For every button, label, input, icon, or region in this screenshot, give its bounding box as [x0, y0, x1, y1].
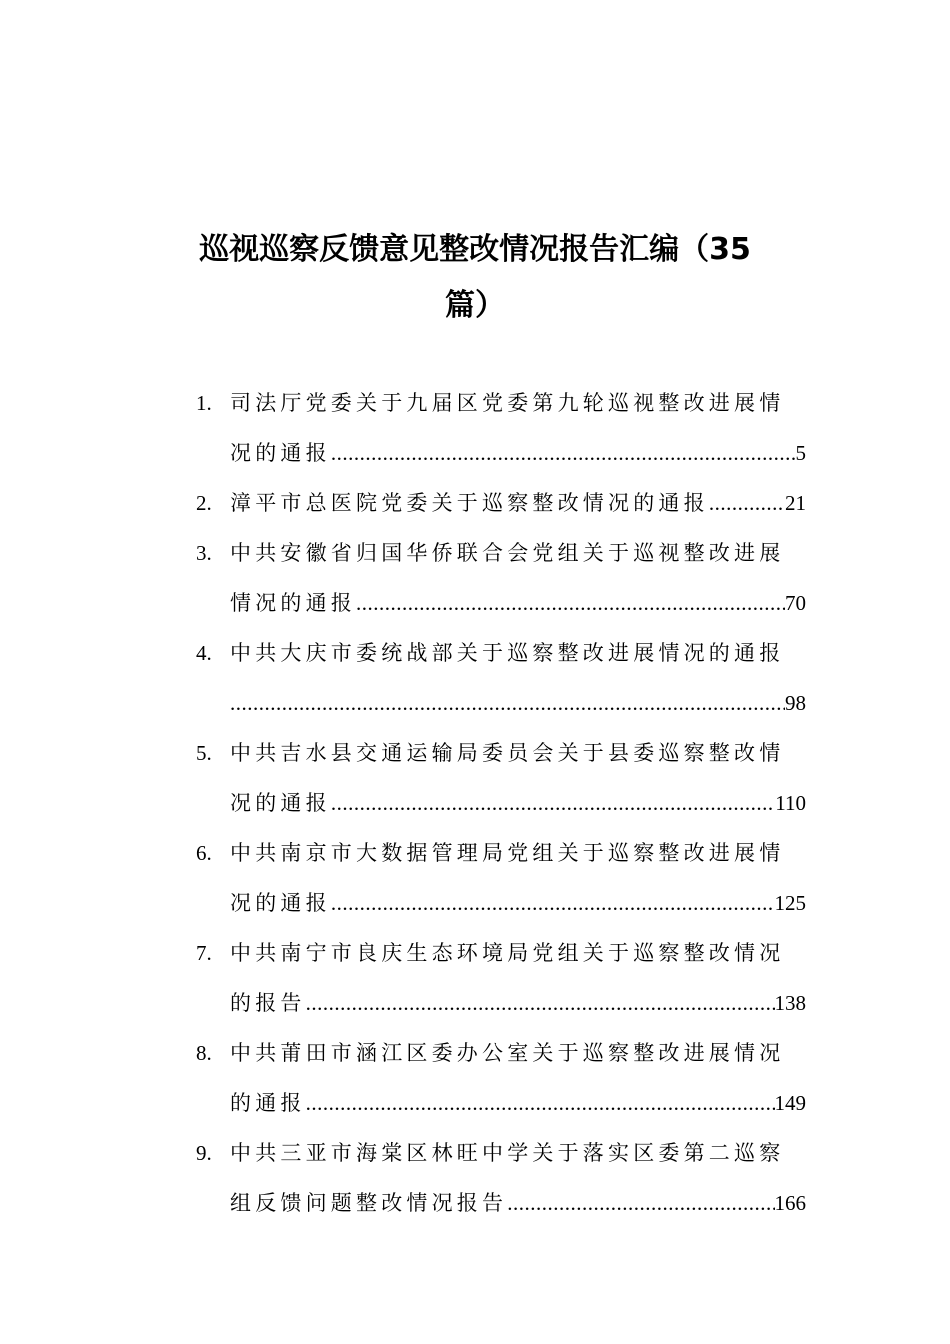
toc-page-number: 149 [774, 1091, 806, 1115]
toc-entry[interactable] [190, 1128, 806, 1228]
toc-entry-title-continuation: 情况的通报 [230, 591, 356, 615]
toc-entry[interactable] [190, 928, 806, 1028]
document-title-line-1: 巡视巡察反馈意见整改情况报告汇编（35 [199, 232, 751, 267]
toc-dot-leader [507, 1178, 774, 1228]
toc-entry-title: 中共南宁市良庆生态环境局党组关于巡察整改情况 [230, 941, 785, 965]
toc-page-number: 138 [774, 991, 806, 1015]
toc-entry-title: 中共大庆市委统战部关于巡察整改进展情况的通报 [230, 641, 785, 665]
toc-entry-title-continuation: 况的通报 [230, 891, 331, 915]
toc-entry-title: 司法厅党委关于九届区党委第九轮巡视整改进展情 [230, 391, 785, 415]
toc-page-number: 5 [795, 441, 806, 465]
table-of-contents [190, 378, 806, 1228]
document-title-line-2: 篇） [445, 288, 505, 323]
toc-entry-number: 3. [196, 541, 212, 565]
toc-entry-number: 9. [196, 1141, 212, 1165]
toc-page-number: 98 [785, 691, 806, 715]
toc-entry-number: 7. [196, 941, 212, 965]
toc-entry-title-continuation: 的报告 [230, 991, 306, 1015]
toc-entry-number: 2. [196, 491, 212, 515]
toc-page-number: 125 [774, 891, 806, 915]
toc-entry-title: 中共莆田市涵江区委办公室关于巡察整改进展情况 [230, 1041, 785, 1065]
toc-dot-leader [331, 878, 775, 928]
toc-entry-number: 1. [196, 391, 212, 415]
toc-dot-leader [230, 678, 785, 728]
toc-page-number: 21 [785, 491, 806, 515]
document-title [140, 222, 810, 334]
toc-entry-number: 4. [196, 641, 212, 665]
toc-dot-leader [306, 1078, 775, 1128]
toc-entry-title: 中共三亚市海棠区林旺中学关于落实区委第二巡察 [230, 1141, 785, 1165]
toc-dot-leader [331, 428, 796, 478]
toc-entry[interactable] [190, 628, 806, 728]
toc-entry[interactable] [190, 828, 806, 928]
toc-entry-title: 中共安徽省归国华侨联合会党组关于巡视整改进展 [230, 541, 785, 565]
toc-entry-title-continuation: 的通报 [230, 1091, 306, 1115]
toc-entry-title: 中共吉水县交通运输局委员会关于县委巡察整改情 [230, 741, 785, 765]
toc-dot-leader [356, 578, 785, 628]
toc-entry[interactable] [190, 1028, 806, 1128]
toc-entry[interactable] [190, 378, 806, 478]
toc-entry[interactable] [190, 528, 806, 628]
toc-entry-number: 5. [196, 741, 212, 765]
toc-page-number: 110 [775, 791, 806, 815]
toc-dot-leader [306, 978, 775, 1028]
toc-entry-number: 6. [196, 841, 212, 865]
toc-dot-leader [331, 778, 775, 828]
toc-entry[interactable] [190, 728, 806, 828]
toc-dot-leader [709, 478, 785, 528]
toc-entry-number: 8. [196, 1041, 212, 1065]
toc-entry-title-continuation: 况的通报 [230, 791, 331, 815]
toc-entry-title-continuation: 组反馈问题整改情况报告 [230, 1191, 508, 1215]
toc-page-number: 70 [785, 591, 806, 615]
toc-entry-title-continuation: 况的通报 [230, 441, 331, 465]
toc-page-number: 166 [774, 1191, 806, 1215]
toc-entry-title-continuation: 漳平市总医院党委关于巡察整改情况的通报 [230, 491, 709, 515]
toc-entry-title: 中共南京市大数据管理局党组关于巡察整改进展情 [230, 841, 785, 865]
toc-entry[interactable] [190, 478, 806, 528]
